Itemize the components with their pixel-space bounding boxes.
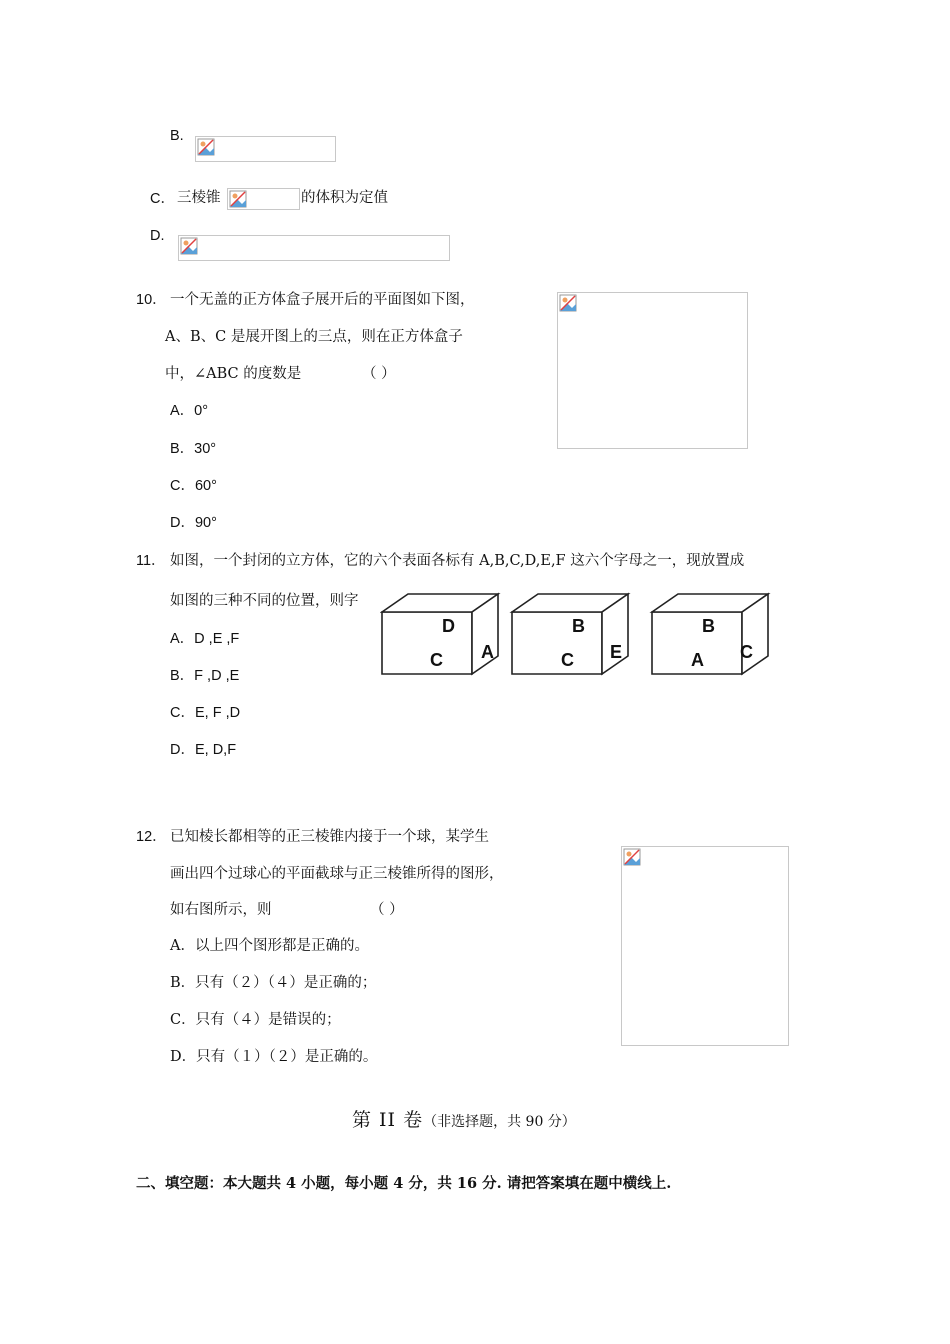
q12-answer-bracket: （ ）	[370, 902, 404, 918]
broken-image-icon	[559, 294, 577, 312]
q11-number: 11．	[136, 553, 166, 569]
q10-option-b: B．30°	[170, 441, 217, 457]
part2-title-block	[352, 1105, 576, 1132]
cube1-side-letter: A	[481, 642, 494, 662]
cube3-front-bottom-letter: A	[691, 650, 704, 670]
q10-stem-line3: 中，∠ABC 的度数是	[165, 366, 302, 382]
q9-option-c-image	[227, 188, 300, 210]
q10-stem-line1: 一个无盖的正方体盒子展开后的平面图如下图，	[170, 292, 475, 308]
part2-subtitle: （非选择题，共 90 分）	[423, 1114, 576, 1130]
q11-stem-line1: 如图，一个封闭的立方体，它的六个表面各标有 A,B,C,D,E,F 这六个字母之一，现放置成	[170, 553, 745, 569]
cube2-side-letter: E	[610, 642, 623, 662]
q9-option-d-label: D.	[150, 228, 165, 244]
broken-image-icon	[180, 237, 198, 255]
q10-option-c: C．60°	[170, 478, 217, 494]
q12-number: 12．	[136, 829, 167, 845]
cube3-side-letter: C	[740, 642, 753, 662]
q11-stem-line2: 如图的三种不同的位置，则字	[170, 593, 359, 609]
q10-figure-image	[557, 292, 748, 449]
q10-answer-bracket: （ ）	[362, 366, 396, 382]
q11-option-b: B．F ,D ,E	[170, 668, 240, 684]
broken-image-icon	[229, 190, 247, 208]
q11-option-d: D．E, D,F	[170, 742, 237, 758]
q12-option-b: B．只有（２）（４）是正确的；	[170, 975, 377, 991]
q10-option-d: D．90°	[170, 515, 217, 531]
q10-option-a: A．0°	[170, 403, 209, 419]
section2-heading: 二、填空题：本大题共 4 小题，每小题 4 分，共 16 分. 请把答案填在题中横线上.	[136, 1175, 672, 1192]
cube1-front-top-letter: D	[442, 616, 455, 636]
q10-number: 10．	[136, 292, 167, 308]
q12-stem-line2: 画出四个过球心的平面截球与正三棱锥所得的图形，	[170, 866, 504, 882]
broken-image-icon	[623, 848, 641, 866]
cube1-front-bottom-letter: C	[430, 650, 443, 670]
q9-option-d-image	[178, 235, 450, 261]
q12-stem-line3: 如右图所示，则	[170, 902, 272, 918]
cube3-front-top-letter: B	[702, 616, 715, 636]
q11-option-a: A．D ,E ,F	[170, 631, 240, 647]
q9-option-b-image	[195, 136, 336, 162]
q12-stem-line1: 已知棱长都相等的正三棱锥内接于一个球，某学生	[170, 829, 489, 845]
cube2-front-bottom-letter: C	[561, 650, 574, 670]
q12-option-d: D．只有（１）（２）是正确的。	[170, 1049, 378, 1065]
q12-option-a: A．以上四个图形都是正确的。	[170, 938, 369, 954]
q10-stem-line2: A、B、C 是展开图上的三点，则在正方体盒子	[165, 329, 463, 345]
q12-option-c: C．只有（４）是错误的；	[170, 1012, 341, 1028]
cube2-front-top-letter: B	[572, 616, 585, 636]
broken-image-icon	[197, 138, 215, 156]
q12-figure-image	[621, 846, 789, 1046]
part2-title: 第 II 卷	[352, 1109, 424, 1131]
q9-option-c-text-after: 的体积为定值	[301, 190, 388, 206]
q9-option-c-label: C．	[150, 191, 175, 207]
q9-option-b-label: B.	[170, 128, 184, 144]
q11-cube-figure	[380, 590, 775, 676]
q9-option-c-text-before: 三棱锥	[177, 190, 221, 206]
q11-option-c: C．E, F ,D	[170, 705, 241, 721]
